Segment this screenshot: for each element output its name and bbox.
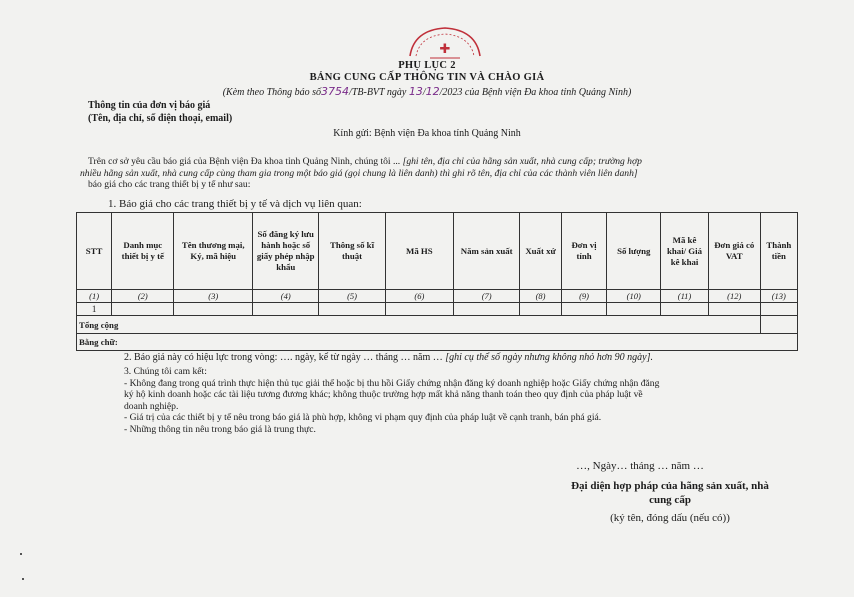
unit-info-fields: (Tên, địa chỉ, số điện thoại, email) xyxy=(88,113,233,124)
signature-instruction: (ký tên, đóng dấu (nếu có)) xyxy=(610,512,730,524)
commitment-title: 3. Chúng tôi cam kết: xyxy=(124,366,207,377)
intro-paragraph xyxy=(80,156,800,191)
commitment-1b: ký hộ kinh doanh hoặc các tài liệu tương đương khác; không thuộc trường hợp mất khả năng thanh toán theo quy định của pháp luật về xyxy=(124,389,643,401)
index-cell: (9) xyxy=(561,290,607,303)
header-year: Năm sản xuất xyxy=(454,213,520,290)
index-cell: (3) xyxy=(174,290,253,303)
section-2 xyxy=(124,352,653,363)
index-cell: (4) xyxy=(253,290,319,303)
commitment-2: - Giá trị của các thiết bị y tế nêu trong báo giá là phù hợp, không vi phạm quy định của pháp luật về cạnh tranh, bán phá giá. xyxy=(124,412,602,424)
index-cell: (1) xyxy=(77,290,112,303)
month-handwritten: 12 xyxy=(425,85,440,98)
intro-line-3: báo giá cho các trang thiết bị y tế như sau: xyxy=(88,179,251,191)
header-unit: Đơn vị tính xyxy=(561,213,607,290)
header-registration-no: Số đăng ký lưu hành hoặc số giấy phép nhập khẩu xyxy=(253,213,319,290)
table-row xyxy=(77,303,798,316)
index-cell: (6) xyxy=(385,290,453,303)
header-quantity: Số lượng xyxy=(607,213,661,290)
validity-note: [ghi cụ thể số ngày nhưng không nhỏ hơn 90 ngày]. xyxy=(445,352,653,363)
unit-info-title: Thông tin của đơn vị báo giá xyxy=(88,100,211,111)
header-device-list: Danh mục thiết bị y tế xyxy=(112,213,174,290)
addressee: Kính gửi: Bệnh viện Đa khoa tỉnh Quảng Ninh xyxy=(333,128,521,139)
intro-note: [ghi tên, địa chỉ của hãng sản xuất, nhà cung cấp; trường hợp xyxy=(402,156,642,167)
signature-date: …, Ngày… tháng … năm … xyxy=(576,460,704,472)
header-amount: Thành tiền xyxy=(760,213,797,290)
section-3 xyxy=(124,366,814,436)
index-cell: (10) xyxy=(607,290,661,303)
header-stt: STT xyxy=(77,213,112,290)
index-cell: (11) xyxy=(661,290,709,303)
commitment-1a: - Không đang trong quá trình thực hiện thủ tục giải thể hoặc bị thu hồi Giấy chứng nhận đăng ký doanh nghiệp hoặc Giấy chứng nhận đăng xyxy=(124,377,660,389)
header-origin: Xuất xứ xyxy=(520,213,561,290)
subtitle-mid: /TB-BVT ngày xyxy=(349,87,407,98)
validity-text: 2. Báo giá này có hiệu lực trong vòng: …. ngày, kể từ ngày … tháng … năm … xyxy=(124,352,446,363)
header-declared-price: Mã kê khai/ Giá kê khai xyxy=(661,213,709,290)
subtitle-suffix: /2023 của Bệnh viện Đa khoa tỉnh Quảng Ninh) xyxy=(439,87,632,98)
index-cell: (12) xyxy=(708,290,760,303)
appendix-label: PHỤ LỤC 2 xyxy=(398,60,456,71)
index-cell: (13) xyxy=(760,290,797,303)
index-cell: (5) xyxy=(319,290,385,303)
index-cell: (2) xyxy=(112,290,174,303)
header-hs-code: Mã HS xyxy=(385,213,453,290)
total-row xyxy=(77,316,798,334)
index-cell: (7) xyxy=(454,290,520,303)
quotation-table xyxy=(76,212,798,351)
notice-number-handwritten: 3754 xyxy=(321,85,350,98)
scan-speck xyxy=(20,553,22,555)
representative-line-1: Đại diện hợp pháp của hãng sản xuất, nhà xyxy=(571,480,769,492)
amount-in-words-row xyxy=(77,334,798,351)
day-handwritten: 13 xyxy=(408,85,423,98)
header-trade-name: Tên thương mại, Ký, mã hiệu xyxy=(174,213,253,290)
table-header-row xyxy=(77,213,798,290)
document-title: BẢNG CUNG CẤP THÔNG TIN VÀ CHÀO GIÁ xyxy=(309,72,545,83)
total-label: Tổng cộng xyxy=(77,316,761,334)
amount-in-words-label: Bằng chữ: xyxy=(77,334,798,351)
commitment-1c: doanh nghiệp. xyxy=(124,400,179,412)
scan-speck xyxy=(22,578,24,580)
index-cell: (8) xyxy=(520,290,561,303)
svg-text:✚: ✚ xyxy=(439,42,451,57)
commitment-3: - Những thông tin nêu trong báo giá là trung thực. xyxy=(124,423,316,435)
table-index-row xyxy=(77,290,798,303)
document-subtitle: (Kèm theo Thông báo số3754/TB-BVT ngày 13/12/2023 của Bệnh viện Đa khoa tỉnh Quảng Ninh) xyxy=(222,85,632,98)
row-stt: 1 xyxy=(77,303,112,316)
representative-line-2: cung cấp xyxy=(649,494,691,506)
subtitle-prefix: (Kèm theo Thông báo số xyxy=(222,87,322,98)
header-specs: Thông số kĩ thuật xyxy=(319,213,385,290)
intro-line-2: nhiều hãng sản xuất, nhà cung cấp cùng tham gia trong một báo giá (gọi chung là liên danh) thì ghi rõ tên, địa chỉ của các thành viên liên danh] xyxy=(80,167,638,179)
section-1-heading: 1. Báo giá cho các trang thiết bị y tế và dịch vụ liên quan: xyxy=(108,198,362,210)
header-unit-price: Đơn giá có VAT xyxy=(708,213,760,290)
intro-text: Trên cơ sở yêu cầu báo giá của Bệnh viện Đa khoa tỉnh Quảng Ninh, chúng tôi ... xyxy=(88,156,403,167)
